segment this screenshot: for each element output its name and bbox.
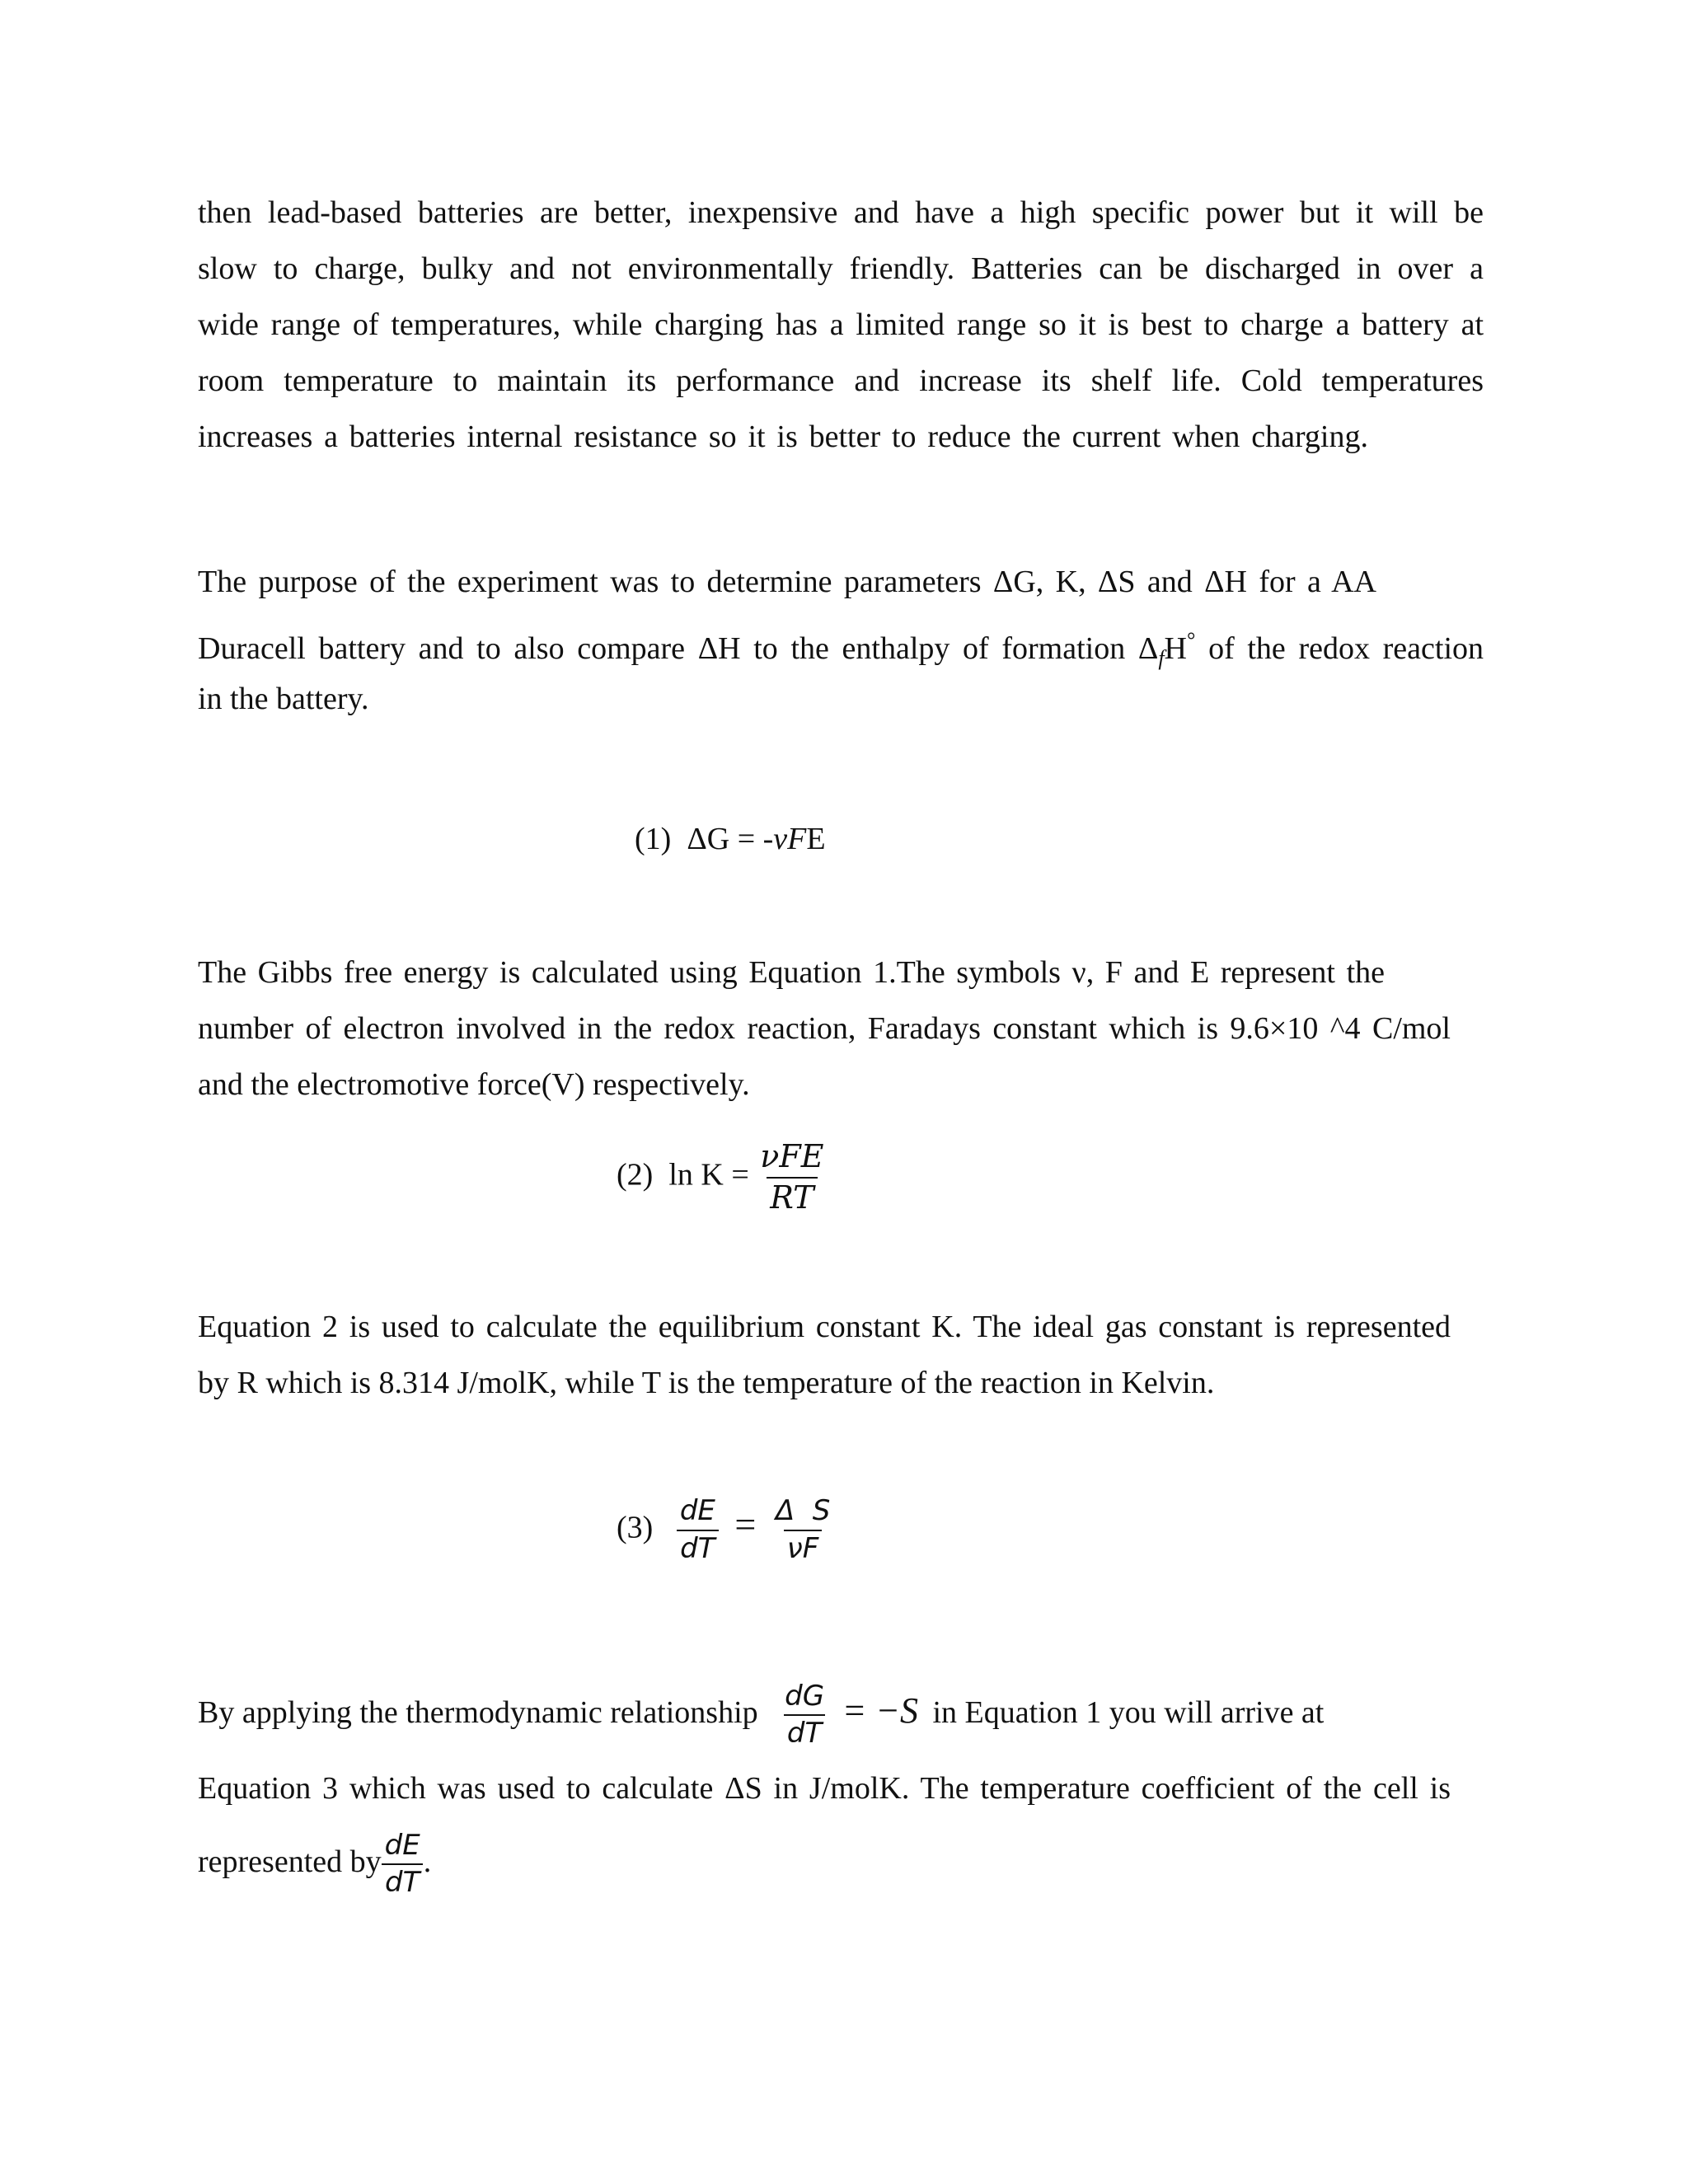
- text-segment: By applying the thermodynamic relationship: [198, 1695, 758, 1730]
- fraction-denominator: dT: [784, 1714, 825, 1749]
- fraction-denominator: dT: [677, 1530, 718, 1564]
- text-line: by R which is 8.314 J/molK, while T is the temperature of the reaction in Kelvin.: [198, 1366, 1215, 1400]
- text-line: The Gibbs free energy is calculated using Equation 1.The symbols ν, F and E represent the: [198, 955, 1385, 990]
- equation-text: ΔG = -: [687, 822, 774, 856]
- text-line: [198, 1661, 1385, 1760]
- equation-3: [617, 1494, 833, 1565]
- text-line: then lead-based batteries are better, inexpensive and have a high specific power but it will be: [198, 195, 1484, 230]
- fraction-ds-vf: [772, 1494, 833, 1565]
- fraction-numerator: dE: [679, 1494, 715, 1527]
- fraction-numerator: dE: [384, 1828, 420, 1862]
- paragraph-battery-comparison: [198, 185, 1484, 465]
- text-segment: H: [1164, 631, 1187, 666]
- superscript: °: [1187, 628, 1196, 652]
- text-line: [198, 610, 1484, 671]
- fraction-numerator: dG: [785, 1679, 825, 1713]
- text-line: number of electron involved in the redox reaction, Faradays constant which is 9.6×10 ^4 C/mol: [198, 1011, 1451, 1046]
- equation-2: [617, 1138, 827, 1216]
- text-line: wide range of temperatures, while charging has a limited range so it is best to charge a battery at: [198, 307, 1484, 342]
- text-line: slow to charge, bulky and not environmentally friendly. Batteries can be discharged in over a: [198, 251, 1484, 286]
- text-line: The purpose of the experiment was to determine parameters ΔG, K, ΔS and ΔH for a AA: [198, 565, 1376, 599]
- equation-text: E: [806, 822, 826, 856]
- fraction-denominator: RT: [767, 1177, 817, 1215]
- fraction: [757, 1138, 827, 1216]
- text-line: increases a batteries internal resistance so it is better to reduce the current when charging.: [198, 419, 1368, 454]
- text-line: and the electromotive force(V) respectively.: [198, 1067, 750, 1102]
- subscript: f: [1158, 646, 1165, 670]
- fraction-numerator: Δ S: [775, 1494, 831, 1527]
- fraction-dg-dt: [781, 1679, 828, 1750]
- equation-1: [635, 821, 826, 857]
- text-segment: represented by: [198, 1844, 382, 1879]
- text-line: Equation 3 which was used to calculate ΔS in J/molK. The temperature coefficient of the cell is: [198, 1771, 1451, 1806]
- relation-rhs: = −S: [842, 1690, 918, 1731]
- text-segment: in Equation 1 you will arrive at: [932, 1695, 1325, 1730]
- paragraph-purpose: [198, 554, 1484, 727]
- fraction-de-dt: [677, 1494, 719, 1565]
- paragraph-thermodynamic: [198, 1661, 1484, 1907]
- text-segment: Duracell battery and to also compare ΔH to the enthalpy of formation Δ: [198, 631, 1159, 666]
- text-line: Equation 2 is used to calculate the equilibrium constant K. The ideal gas constant is represented: [198, 1310, 1451, 1344]
- fraction-de-dt-inline: [382, 1828, 424, 1900]
- paragraph-gibbs: [198, 944, 1484, 1113]
- text-segment: .: [423, 1844, 432, 1879]
- text-line: [198, 1816, 1484, 1907]
- equation-lhs: ln K =: [668, 1157, 749, 1193]
- text-segment: of the redox reaction: [1195, 631, 1484, 666]
- equation-number: (3): [617, 1510, 654, 1545]
- fraction-numerator: νFE: [760, 1138, 824, 1174]
- equation-number: (1): [635, 822, 672, 856]
- equation-number: (2): [617, 1157, 654, 1193]
- fraction-denominator: dT: [382, 1863, 423, 1898]
- paragraph-equilibrium: [198, 1299, 1484, 1411]
- text-line: in the battery.: [198, 682, 369, 716]
- text-line: room temperature to maintain its performance and increase its shelf life. Cold temperatures: [198, 363, 1484, 398]
- equation-italic: νF: [773, 822, 807, 856]
- fraction-denominator: νF: [784, 1530, 823, 1564]
- equals-sign: =: [734, 1503, 757, 1546]
